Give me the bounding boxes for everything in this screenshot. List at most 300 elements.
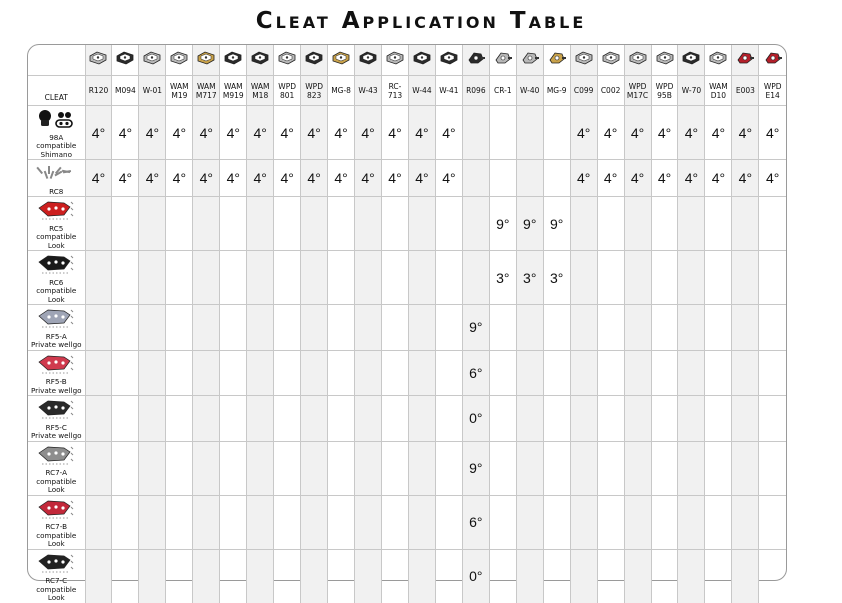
float-angle-cell <box>112 549 139 603</box>
pedal-image-cell <box>462 45 489 76</box>
float-angle-cell <box>355 495 382 549</box>
float-angle-cell <box>516 106 543 160</box>
cleat-label-line: RC7-B <box>45 522 67 531</box>
pedal-model-label <box>139 76 166 106</box>
float-angle-cell <box>678 305 705 351</box>
float-angle-cell: 3° <box>516 251 543 305</box>
float-angle-cell <box>651 495 678 549</box>
float-angle-cell <box>220 549 247 603</box>
cleat-row <box>28 549 786 603</box>
cleat-black-icon <box>28 552 85 577</box>
float-angle-cell <box>85 396 112 442</box>
pedal-model-line: WPD <box>278 81 297 91</box>
pedal-model-label <box>328 76 355 106</box>
pedal-model-label <box>624 76 651 106</box>
pedal-model-label <box>570 76 597 106</box>
float-angle-cell <box>274 197 301 251</box>
float-angle-cell <box>220 197 247 251</box>
pedal-model-label <box>462 76 489 106</box>
float-angle-cell <box>651 396 678 442</box>
float-angle-cell: 4° <box>85 160 112 197</box>
pedal-model-line: W-01 <box>142 86 163 95</box>
cleat-hardware-icon <box>28 162 85 187</box>
pedal-model-line: WPD <box>763 81 782 91</box>
float-angle-cell <box>435 396 462 442</box>
float-angle-cell <box>355 396 382 442</box>
float-angle-cell <box>570 350 597 396</box>
pedal-silver-icon <box>655 50 675 70</box>
pedal-icon-row <box>28 45 786 76</box>
pedal-model-line: M919 <box>222 90 244 100</box>
cleat-row <box>28 197 786 251</box>
float-angle-cell <box>435 495 462 549</box>
float-angle-cell <box>193 396 220 442</box>
cleat-label-line: RF5-B <box>45 377 67 386</box>
float-angle-cell <box>247 197 274 251</box>
float-angle-cell <box>139 305 166 351</box>
pedal-model-label <box>220 76 247 106</box>
pedal-black-icon <box>223 50 243 70</box>
float-angle-cell <box>408 251 435 305</box>
float-angle-cell <box>247 441 274 495</box>
cleat-label-line: compatible Look <box>36 476 77 494</box>
float-angle-cell <box>112 441 139 495</box>
float-angle-cell <box>382 350 409 396</box>
pedal-model-line: WPD <box>628 81 647 91</box>
float-angle-cell <box>274 441 301 495</box>
pedal-black-icon <box>412 50 432 70</box>
float-angle-cell <box>166 251 193 305</box>
float-angle-cell: 4° <box>274 160 301 197</box>
float-angle-cell <box>651 305 678 351</box>
float-angle-cell <box>355 549 382 603</box>
pedal-silver-icon <box>277 50 297 70</box>
pedal-image-cell <box>651 45 678 76</box>
cleat-black-icon <box>28 398 85 423</box>
cleat-application-table <box>28 45 786 603</box>
float-angle-cell: 4° <box>247 106 274 160</box>
float-angle-cell <box>651 441 678 495</box>
float-angle-cell: 3° <box>543 251 570 305</box>
cleat-label-cell <box>28 441 85 495</box>
float-angle-cell <box>516 305 543 351</box>
float-angle-cell <box>355 350 382 396</box>
pedal-black-icon <box>250 50 270 70</box>
cleat-grey-icon <box>28 307 85 332</box>
float-angle-cell <box>597 305 624 351</box>
float-angle-cell <box>462 160 489 197</box>
float-angle-cell <box>624 350 651 396</box>
pedal-model-label <box>193 76 220 106</box>
float-angle-cell <box>516 396 543 442</box>
cleat-label-line: Private wellgo <box>30 385 82 395</box>
float-angle-cell: 4° <box>85 106 112 160</box>
float-angle-cell: 4° <box>651 106 678 160</box>
cleat-row <box>28 396 786 442</box>
float-angle-cell <box>570 495 597 549</box>
float-angle-cell <box>85 305 112 351</box>
float-angle-cell <box>274 396 301 442</box>
pedal-model-line: E14 <box>765 90 780 100</box>
float-angle-cell <box>112 251 139 305</box>
float-angle-cell <box>382 251 409 305</box>
float-angle-cell <box>597 441 624 495</box>
pedal-image-cell <box>220 45 247 76</box>
pedal-model-line: WAM <box>197 81 216 91</box>
float-angle-cell <box>705 549 732 603</box>
float-angle-cell <box>220 396 247 442</box>
float-angle-cell <box>705 251 732 305</box>
float-angle-cell: 4° <box>678 106 705 160</box>
float-angle-cell <box>516 495 543 549</box>
float-angle-cell <box>516 549 543 603</box>
float-angle-cell <box>705 396 732 442</box>
pedal-model-line: W-41 <box>439 86 459 95</box>
float-angle-cell <box>597 251 624 305</box>
pedal-black-icon <box>439 50 459 70</box>
float-angle-cell: 4° <box>624 160 651 197</box>
float-angle-cell <box>597 495 624 549</box>
float-angle-cell <box>570 197 597 251</box>
cleat-look-black-icon <box>28 253 85 278</box>
cleat-label-line: compatible Look <box>36 232 77 250</box>
float-angle-cell: 9° <box>462 305 489 351</box>
float-angle-cell: 4° <box>705 106 732 160</box>
float-angle-cell <box>328 396 355 442</box>
float-angle-cell <box>166 350 193 396</box>
pedal-model-line: WAM <box>223 81 243 91</box>
float-angle-cell <box>355 305 382 351</box>
float-angle-cell: 4° <box>597 160 624 197</box>
float-angle-cell <box>759 305 786 351</box>
float-angle-cell <box>193 495 220 549</box>
pedal-image-cell <box>678 45 705 76</box>
float-angle-cell <box>651 197 678 251</box>
cleat-label-cell <box>28 251 85 305</box>
cleat-label-line: compatible Look <box>36 530 77 548</box>
float-angle-cell <box>489 495 516 549</box>
cleat-row <box>28 305 786 351</box>
cleat-label-cell <box>28 350 85 396</box>
float-angle-cell: 4° <box>382 106 409 160</box>
pedal-image-cell <box>274 45 301 76</box>
pedal-image-cell <box>705 45 732 76</box>
float-angle-cell <box>759 350 786 396</box>
float-angle-cell: 4° <box>328 160 355 197</box>
pedal-model-line: C099 <box>573 86 594 95</box>
corner-cell <box>28 45 85 76</box>
float-angle-cell <box>247 350 274 396</box>
float-angle-cell: 4° <box>651 160 678 197</box>
pedal-model-line: WAM <box>250 81 270 91</box>
cleat-row <box>28 441 786 495</box>
float-angle-cell <box>85 251 112 305</box>
float-angle-cell: 4° <box>678 160 705 197</box>
float-angle-cell <box>139 441 166 495</box>
pedal-road-red-icon <box>735 50 755 70</box>
float-angle-cell <box>489 160 516 197</box>
float-angle-cell <box>435 305 462 351</box>
float-angle-cell <box>301 350 328 396</box>
float-angle-cell: 9° <box>516 197 543 251</box>
pedal-image-cell <box>732 45 759 76</box>
cleat-label-line: RC7-A <box>45 468 68 477</box>
pedal-black-icon <box>304 50 324 70</box>
float-angle-cell <box>166 441 193 495</box>
float-angle-cell <box>759 549 786 603</box>
float-angle-cell <box>220 305 247 351</box>
float-angle-cell <box>705 350 732 396</box>
float-angle-cell: 0° <box>462 396 489 442</box>
float-angle-cell <box>247 305 274 351</box>
float-angle-cell: 4° <box>732 106 759 160</box>
float-angle-cell <box>328 197 355 251</box>
float-angle-cell <box>759 495 786 549</box>
float-angle-cell: 4° <box>274 106 301 160</box>
float-angle-cell <box>732 197 759 251</box>
pedal-model-line: M19 <box>171 90 188 100</box>
float-angle-cell <box>759 396 786 442</box>
pedal-model-line: R096 <box>466 86 486 95</box>
float-angle-cell <box>247 495 274 549</box>
float-angle-cell: 6° <box>462 350 489 396</box>
cleat-row <box>28 251 786 305</box>
pedal-image-cell <box>355 45 382 76</box>
float-angle-cell: 4° <box>112 160 139 197</box>
pedal-model-label <box>705 76 732 106</box>
float-angle-cell <box>139 549 166 603</box>
pedal-model-label <box>732 76 759 106</box>
float-angle-cell: 4° <box>624 106 651 160</box>
float-angle-cell <box>543 396 570 442</box>
float-angle-cell <box>543 495 570 549</box>
float-angle-cell: 4° <box>166 106 193 160</box>
pedal-model-line: 801 <box>280 90 295 100</box>
float-angle-cell <box>732 441 759 495</box>
pedal-model-line: M094 <box>115 86 136 95</box>
float-angle-cell <box>705 495 732 549</box>
float-angle-cell: 4° <box>139 160 166 197</box>
cleat-row <box>28 495 786 549</box>
float-angle-cell <box>355 251 382 305</box>
pedal-model-line: 95B <box>657 90 672 100</box>
float-angle-cell <box>489 350 516 396</box>
float-angle-cell <box>462 197 489 251</box>
float-angle-cell <box>193 197 220 251</box>
float-angle-cell <box>462 251 489 305</box>
float-angle-cell <box>166 197 193 251</box>
float-angle-cell: 4° <box>382 160 409 197</box>
pedal-road-red-icon <box>763 50 783 70</box>
pedal-silver-icon <box>169 50 189 70</box>
float-angle-cell <box>624 251 651 305</box>
float-angle-cell: 4° <box>301 160 328 197</box>
float-angle-cell <box>624 197 651 251</box>
float-angle-cell <box>651 549 678 603</box>
pedal-model-line: WPD <box>305 81 323 91</box>
float-angle-cell <box>328 350 355 396</box>
pedal-black-icon <box>358 50 378 70</box>
float-angle-cell <box>516 160 543 197</box>
page-title: Cleat Application Table <box>255 8 587 34</box>
pedal-model-label <box>166 76 193 106</box>
float-angle-cell <box>382 197 409 251</box>
float-angle-cell <box>570 549 597 603</box>
float-angle-cell <box>732 495 759 549</box>
cleat-red-icon <box>28 498 85 523</box>
cleat-label-line: Private wellgo <box>30 340 82 349</box>
pedal-model-line: 823 <box>306 90 322 100</box>
float-angle-cell <box>85 441 112 495</box>
float-angle-cell <box>247 396 274 442</box>
pedal-model-line: WPD <box>655 81 674 91</box>
float-angle-cell <box>732 251 759 305</box>
float-angle-cell <box>624 495 651 549</box>
float-angle-cell <box>112 350 139 396</box>
float-angle-cell <box>435 197 462 251</box>
cleat-label-line: RC6 <box>49 277 64 287</box>
float-angle-cell <box>516 350 543 396</box>
cleat-label-line: Shimano <box>40 149 72 159</box>
pedal-model-line: D10 <box>710 90 727 100</box>
pedal-model-line: W-43 <box>358 86 378 95</box>
float-angle-cell <box>651 251 678 305</box>
pedal-model-label <box>489 76 516 106</box>
pedal-image-cell <box>85 45 112 76</box>
float-angle-cell <box>678 350 705 396</box>
float-angle-cell <box>112 197 139 251</box>
cleat-grey-icon <box>28 444 85 469</box>
pedal-image-cell <box>597 45 624 76</box>
float-angle-cell <box>597 197 624 251</box>
float-angle-cell <box>624 305 651 351</box>
float-angle-cell <box>382 396 409 442</box>
pedal-silver-icon <box>708 50 728 70</box>
float-angle-cell <box>85 549 112 603</box>
float-angle-cell <box>274 495 301 549</box>
cleat-label-cell <box>28 549 85 603</box>
float-angle-cell <box>732 396 759 442</box>
float-angle-cell: 4° <box>759 106 786 160</box>
float-angle-cell: 4° <box>732 160 759 197</box>
pedal-black-icon <box>115 50 135 70</box>
pedal-gold-icon <box>331 50 351 70</box>
float-angle-cell <box>139 396 166 442</box>
pedal-silver-icon <box>601 50 621 70</box>
pedal-model-label <box>435 76 462 106</box>
float-angle-cell <box>678 197 705 251</box>
float-angle-cell <box>705 197 732 251</box>
float-angle-cell <box>355 441 382 495</box>
float-angle-cell <box>328 251 355 305</box>
cleat-label-line: 98A <box>49 132 64 142</box>
float-angle-cell <box>382 441 409 495</box>
pedal-model-label <box>759 76 786 106</box>
pedal-model-line: M17C <box>626 90 649 100</box>
float-angle-cell: 4° <box>247 160 274 197</box>
cleat-row <box>28 106 786 160</box>
float-angle-cell <box>328 305 355 351</box>
float-angle-cell <box>382 305 409 351</box>
float-angle-cell: 4° <box>166 160 193 197</box>
pedal-road-silver-icon <box>493 50 513 70</box>
float-angle-cell: 4° <box>355 160 382 197</box>
float-angle-cell <box>462 106 489 160</box>
pedal-model-label <box>543 76 570 106</box>
float-angle-cell: 4° <box>193 160 220 197</box>
float-angle-cell <box>328 441 355 495</box>
pedal-image-cell <box>382 45 409 76</box>
float-angle-cell <box>435 441 462 495</box>
float-angle-cell <box>274 549 301 603</box>
float-angle-cell <box>678 549 705 603</box>
float-angle-cell <box>220 441 247 495</box>
pedal-model-line: W-70 <box>681 86 702 95</box>
pedal-model-label <box>247 76 274 106</box>
cleat-row <box>28 160 786 197</box>
pedal-model-line: RC-713 <box>387 81 403 100</box>
pedal-black-icon <box>681 50 701 70</box>
float-angle-cell: 4° <box>435 160 462 197</box>
float-angle-cell <box>597 350 624 396</box>
float-angle-cell <box>705 305 732 351</box>
float-angle-cell <box>678 441 705 495</box>
float-angle-cell <box>597 549 624 603</box>
float-angle-cell <box>543 160 570 197</box>
float-angle-cell <box>624 396 651 442</box>
pedal-silver-icon <box>88 50 108 70</box>
float-angle-cell <box>85 197 112 251</box>
pedal-model-line: M717 <box>195 90 217 100</box>
float-angle-cell <box>732 305 759 351</box>
cleat-label-cell <box>28 305 85 351</box>
float-angle-cell <box>274 305 301 351</box>
float-angle-cell <box>732 549 759 603</box>
float-angle-cell <box>543 350 570 396</box>
cleat-look-red-icon <box>28 199 85 224</box>
cleat-label-line: RC5 <box>49 223 64 233</box>
float-angle-cell: 4° <box>597 106 624 160</box>
float-angle-cell <box>328 495 355 549</box>
float-angle-cell: 9° <box>462 441 489 495</box>
float-angle-cell <box>85 350 112 396</box>
float-angle-cell <box>489 396 516 442</box>
cleat-label-line: RC7-C <box>45 576 68 585</box>
pedal-gold-icon <box>196 50 216 70</box>
float-angle-cell <box>382 495 409 549</box>
pedal-image-cell <box>247 45 274 76</box>
pedal-model-label <box>678 76 705 106</box>
pedal-model-line: E003 <box>735 86 755 95</box>
pedal-road-black-icon <box>466 50 486 70</box>
float-angle-cell <box>301 441 328 495</box>
pedal-model-line: R120 <box>88 86 109 95</box>
float-angle-cell <box>570 441 597 495</box>
pedal-image-cell <box>543 45 570 76</box>
pedal-model-line: WAM <box>170 81 189 91</box>
float-angle-cell <box>516 441 543 495</box>
float-angle-cell <box>678 495 705 549</box>
pedal-model-line: CR-1 <box>493 86 512 95</box>
cleat-label-cell <box>28 160 85 197</box>
pedal-image-cell <box>193 45 220 76</box>
cleat-table-frame <box>27 44 787 602</box>
float-angle-cell: 4° <box>705 160 732 197</box>
pedal-model-label <box>408 76 435 106</box>
float-angle-cell <box>597 396 624 442</box>
cleat-label-line: RF5-C <box>45 422 67 432</box>
float-angle-cell: 3° <box>489 251 516 305</box>
